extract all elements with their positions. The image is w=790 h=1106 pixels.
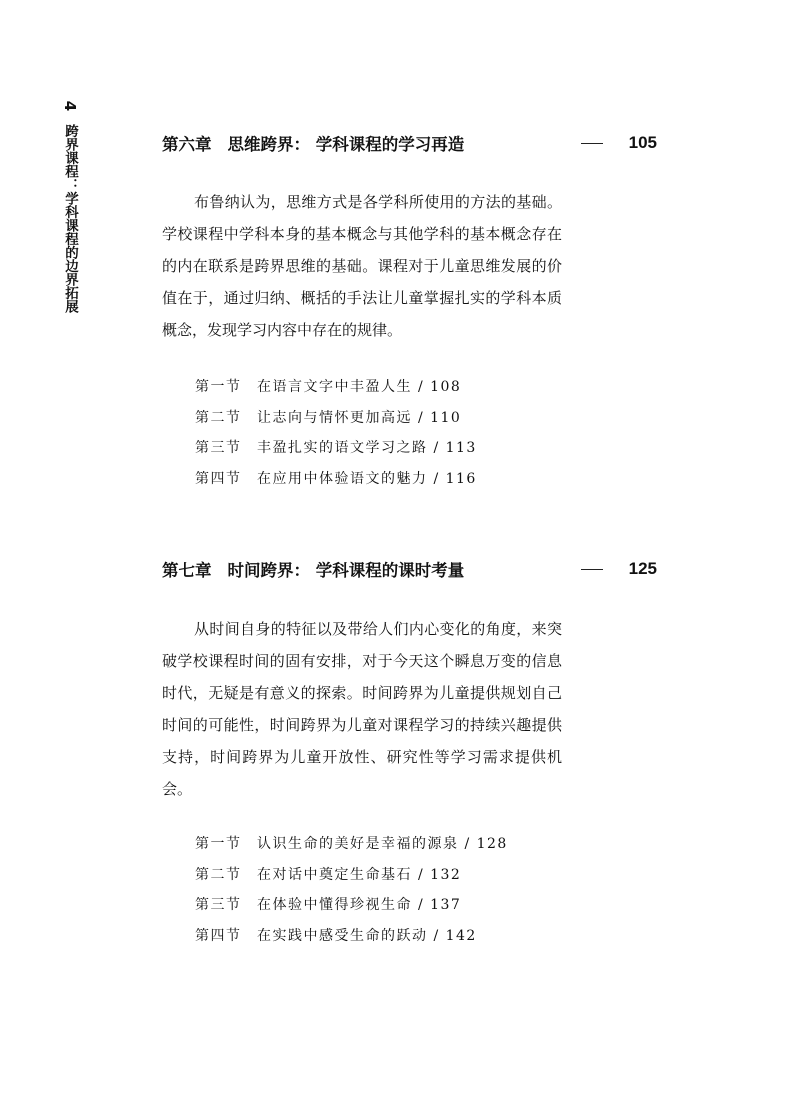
section-entry[interactable] xyxy=(195,920,508,951)
section-title: 在体验中懂得珍视生命 / 137 xyxy=(257,897,462,914)
leader-dash xyxy=(581,143,603,144)
section-title: 让志向与情怀更加高远 / 110 xyxy=(257,409,462,426)
section-entry[interactable] xyxy=(195,402,477,433)
section-entry[interactable] xyxy=(195,371,477,402)
chapter-heading[interactable] xyxy=(162,556,657,582)
section-number: 第二节 xyxy=(195,866,242,883)
section-list xyxy=(195,371,477,493)
section-number: 第三节 xyxy=(195,440,242,457)
chapter-page: 105 xyxy=(628,133,657,152)
section-entry[interactable] xyxy=(195,828,508,859)
section-title: 丰盈扎实的语文学习之路 / 113 xyxy=(257,440,477,457)
section-entry[interactable] xyxy=(195,889,508,920)
section-entry[interactable] xyxy=(195,463,477,494)
section-number: 第三节 xyxy=(195,897,242,914)
chapter-page: 125 xyxy=(628,559,657,578)
section-number: 第一节 xyxy=(195,836,242,853)
book-title: 跨界课程：学科课程的边界拓展 xyxy=(62,124,78,313)
chapter-number: 第六章 xyxy=(162,135,212,154)
section-title: 在语言文字中丰盈人生 / 108 xyxy=(257,379,462,396)
chapter-summary: 布鲁纳认为，思维方式是各学科所使用的方法的基础。学校课程中学科本身的基本概念与其他学科的基本概念存在的内在联系是跨界思维的基础。课程对于儿童思维发展的价值在于，通过归纳、概括的手法让儿童掌握扎实的学科本质概念，发现学习内容中存在的规律。 xyxy=(162,193,562,339)
section-title: 在实践中感受生命的跃动 / 142 xyxy=(257,927,477,944)
chapter-title: 思维跨界： 学科课程的学习再造 xyxy=(227,135,465,154)
chapter-title: 时间跨界： 学科课程的课时考量 xyxy=(227,561,465,580)
section-title: 在对话中奠定生命基石 / 132 xyxy=(257,866,462,883)
section-entry[interactable] xyxy=(195,432,477,463)
chapter-heading[interactable] xyxy=(162,130,657,156)
section-title: 在应用中体验语文的魅力 / 116 xyxy=(257,470,477,487)
section-entry[interactable] xyxy=(195,859,508,890)
leader-dash xyxy=(581,569,603,570)
chapter-summary: 从时间自身的特征以及带给人们内心变化的角度，来突破学校课程时间的固有安排，对于今天这个瞬息万变的信息时代，无疑是有意义的探索。时间跨界为儿童提供规划自己时间的可能性，时间跨界为儿童对课程学习的持续兴趣提供支持，时间跨界为儿童开放性、研究性等学习需求提供机会。 xyxy=(162,620,562,798)
section-number: 第四节 xyxy=(195,927,242,944)
running-header xyxy=(62,98,78,313)
section-number: 第一节 xyxy=(195,379,242,396)
section-list xyxy=(195,828,508,950)
section-number: 第二节 xyxy=(195,409,242,426)
section-title: 认识生命的美好是幸福的源泉 / 128 xyxy=(257,836,508,853)
section-number: 第四节 xyxy=(195,470,242,487)
chapter-number: 第七章 xyxy=(162,561,212,580)
page-number: 4 xyxy=(61,100,79,112)
